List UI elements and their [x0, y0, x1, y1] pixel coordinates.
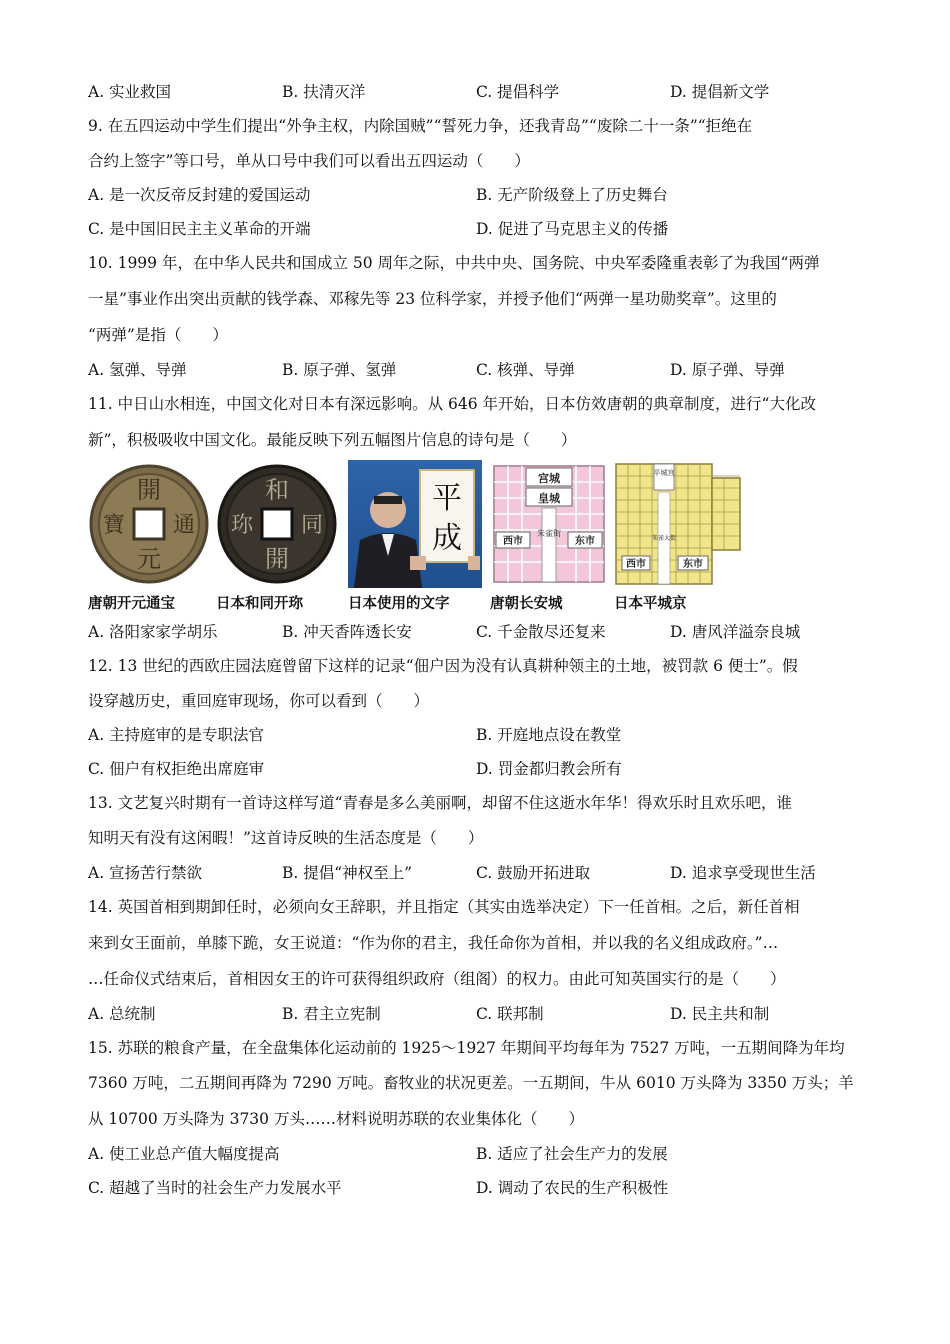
- q10-option-c[interactable]: C. 核弹、导弹: [476, 361, 575, 379]
- coin1-char-bottom: 元: [137, 545, 161, 573]
- q14-option-c[interactable]: C. 联邦制: [476, 1005, 544, 1023]
- q9-options-row2: [88, 219, 878, 239]
- coin2-char-bottom: 開: [265, 545, 289, 573]
- q11-option-b[interactable]: B. 冲天香阵透长安: [282, 623, 412, 641]
- heijo-suzaku-label: 朱雀大街: [651, 535, 677, 542]
- caption-wado: 日本和同开珎: [216, 596, 303, 612]
- caption-japanese-script: 日本使用的文字: [348, 596, 450, 612]
- heijo-palace-label-text: 平城宫: [653, 469, 675, 477]
- q10-option-b[interactable]: B. 原子弹、氢弹: [282, 361, 397, 379]
- q11-options: [88, 622, 878, 642]
- changan-imperial-label: 皇城: [538, 492, 560, 505]
- q14-option-a[interactable]: A. 总统制: [88, 1005, 156, 1023]
- heijokyo-city-map: [614, 460, 742, 588]
- q13-option-c[interactable]: C. 鼓励开拓进取: [476, 864, 591, 882]
- q11-option-c[interactable]: C. 千金散尽还复来: [476, 623, 606, 641]
- wado-coin-image: [216, 460, 338, 588]
- q14-options: [88, 1004, 878, 1024]
- changan-palace-label: 宫城: [538, 472, 560, 485]
- q9-option-d[interactable]: D. 促进了马克思主义的传播: [476, 220, 669, 238]
- q11-stem-line-2: 新”，积极吸收中国文化。最能反映下列五幅图片信息的诗句是（ ）: [88, 431, 577, 449]
- coin2-char-top: 和: [265, 476, 289, 504]
- q10-option-a[interactable]: A. 氢弹、导弹: [88, 361, 187, 379]
- q13-stem-line-1: 13. 文艺复兴时期有一首诗这样写道“青春是多么美丽啊，却留不住这逝水年华！得欢乐时且欢乐吧，谁: [88, 794, 793, 812]
- q12-options: [88, 725, 878, 745]
- q9-option-a[interactable]: A. 是一次反帝反封建的爱国运动: [88, 186, 311, 204]
- q11-figures: [88, 460, 748, 610]
- q10-stem-line-3: “两弹”是指（ ）: [88, 326, 228, 344]
- q8-option-d[interactable]: D. 提倡新文学: [670, 83, 770, 101]
- heijo-east-market-label: 东市: [683, 559, 703, 570]
- q15-option-b[interactable]: B. 适应了社会生产力的发展: [476, 1145, 668, 1163]
- q15-stem-line-3: 从 10700 万头降为 3730 万头……材料说明苏联的农业集体化（ ）: [88, 1110, 584, 1128]
- q12-stem-line-2: 设穿越历史，重回庭审现场，你可以看到（ ）: [88, 692, 430, 710]
- changan-zhuque-label: 朱雀街: [537, 529, 561, 538]
- caption-heijokyo: 日本平城京: [614, 596, 687, 612]
- coin1-char-top: 開: [137, 476, 161, 504]
- changan-city-map: [490, 460, 608, 588]
- q15-option-d[interactable]: D. 调动了农民的生产积极性: [476, 1179, 669, 1197]
- q13-stem-line-2: 知明天有没有这闲暇！”这首诗反映的生活态度是（ ）: [88, 829, 484, 847]
- caption-kaiyuan: 唐朝开元通宝: [88, 596, 175, 612]
- q8-option-b[interactable]: B. 扶清灭洋: [282, 83, 366, 101]
- coin2-char-left: 珎: [230, 513, 254, 538]
- sign-char-2: 成: [432, 521, 462, 556]
- q10-stem-line-1: 10. 1999 年，在中华人民共和国成立 50 周年之际，中共中央、国务院、中央军委隆重表彰了为我国“两弹: [88, 254, 820, 272]
- q9-option-c[interactable]: C. 是中国旧民主主义革命的开端: [88, 220, 311, 238]
- kaiyuan-coin-image: [88, 460, 210, 588]
- q15-stem-line-2: 7360 万吨，二五期间再降为 7290 万吨。畜牧业的状况更差。一五期间，牛从 6010 万头降为 3350 万头；羊: [88, 1074, 854, 1092]
- q8-option-c[interactable]: C. 提倡科学: [476, 83, 560, 101]
- heijo-west-market-label: 西市: [626, 559, 646, 570]
- q14-stem-line-3: …任命仪式结束后，首相因女王的许可获得组织政府（组阁）的权力。由此可知英国实行的是（ ）: [88, 970, 786, 988]
- sign-char-1: 平: [432, 481, 462, 516]
- q15-option-a[interactable]: A. 使工业总产值大幅度提高: [88, 1145, 280, 1163]
- q12-option-a[interactable]: A. 主持庭审的是专职法官: [88, 726, 265, 744]
- caption-changan: 唐朝长安城: [490, 596, 563, 612]
- q10-option-d[interactable]: D. 原子弹、导弹: [670, 361, 785, 379]
- q14-option-d[interactable]: D. 民主共和制: [670, 1005, 770, 1023]
- q15-options: [88, 1144, 878, 1164]
- q11-option-d[interactable]: D. 唐风洋溢奈良城: [670, 623, 801, 641]
- q9-stem-line-1: 9. 在五四运动中学生们提出“外争主权，内除国贼”“誓死力争，还我青岛”“废除二十一条”“拒绝在: [88, 117, 753, 135]
- coin2-char-right: 同: [300, 513, 324, 538]
- q8-options: [88, 82, 878, 102]
- q13-option-a[interactable]: A. 宣扬苦行禁欲: [88, 864, 203, 882]
- q13-options: [88, 863, 878, 883]
- q13-option-d[interactable]: D. 追求享受现世生活: [670, 864, 816, 882]
- q10-options: [88, 360, 878, 380]
- changan-west-market-label: 西市: [503, 536, 523, 547]
- q11-option-a[interactable]: A. 洛阳家家学胡乐: [88, 623, 218, 641]
- q15-options-row2: [88, 1178, 878, 1198]
- heisei-sign-photo: [348, 460, 482, 588]
- q12-stem-line-1: 12. 13 世纪的西欧庄园法庭曾留下这样的记录“佃户因为没有认真耕种领主的土地，被罚款 6 便士”。假: [88, 657, 798, 675]
- heijo-palace-label: [654, 468, 675, 477]
- q8-option-a[interactable]: A. 实业救国: [88, 83, 172, 101]
- changan-east-market-label: 东市: [575, 536, 595, 547]
- coin1-char-right: 通: [172, 513, 196, 538]
- q9-options: [88, 185, 878, 205]
- coin1-char-left: 寶: [102, 513, 126, 538]
- q12-option-c[interactable]: C. 佃户有权拒绝出席庭审: [88, 760, 265, 778]
- q13-option-b[interactable]: B. 提倡“神权至上”: [282, 864, 413, 882]
- q14-stem-line-1: 14. 英国首相到期卸任时，必须向女王辞职，并且指定（其实由选举决定）下一任首相。之后，新任首相: [88, 898, 800, 916]
- q12-option-b[interactable]: B. 开庭地点设在教堂: [476, 726, 622, 744]
- q10-stem-line-2: 一星”事业作出突出贡献的钱学森、邓稼先等 23 位科学家，并授予他们“两弹一星功勋奖章”。这里的: [88, 290, 777, 308]
- q12-options-row2: [88, 759, 878, 779]
- q15-stem-line-1: 15. 苏联的粮食产量，在全盘集体化运动前的 1925～1927 年期间平均每年为 7527 万吨，一五期间降为年均: [88, 1039, 845, 1057]
- q12-option-d[interactable]: D. 罚金都归教会所有: [476, 760, 622, 778]
- q9-option-b[interactable]: B. 无产阶级登上了历史舞台: [476, 186, 668, 204]
- q15-option-c[interactable]: C. 超越了当时的社会生产力发展水平: [88, 1179, 342, 1197]
- q14-stem-line-2: 来到女王面前，单膝下跪，女王说道：“作为你的君主，我任命你为首相，并以我的名义组成政府。”…: [88, 934, 779, 952]
- q11-stem-line-1: 11. 中日山水相连，中国文化对日本有深远影响。从 646 年开始，日本仿效唐朝的典章制度，进行“大化改: [88, 395, 816, 413]
- q14-option-b[interactable]: B. 君主立宪制: [282, 1005, 381, 1023]
- q9-stem-line-2: 合约上签字”等口号，单从口号中我们可以看出五四运动（ ）: [88, 152, 530, 170]
